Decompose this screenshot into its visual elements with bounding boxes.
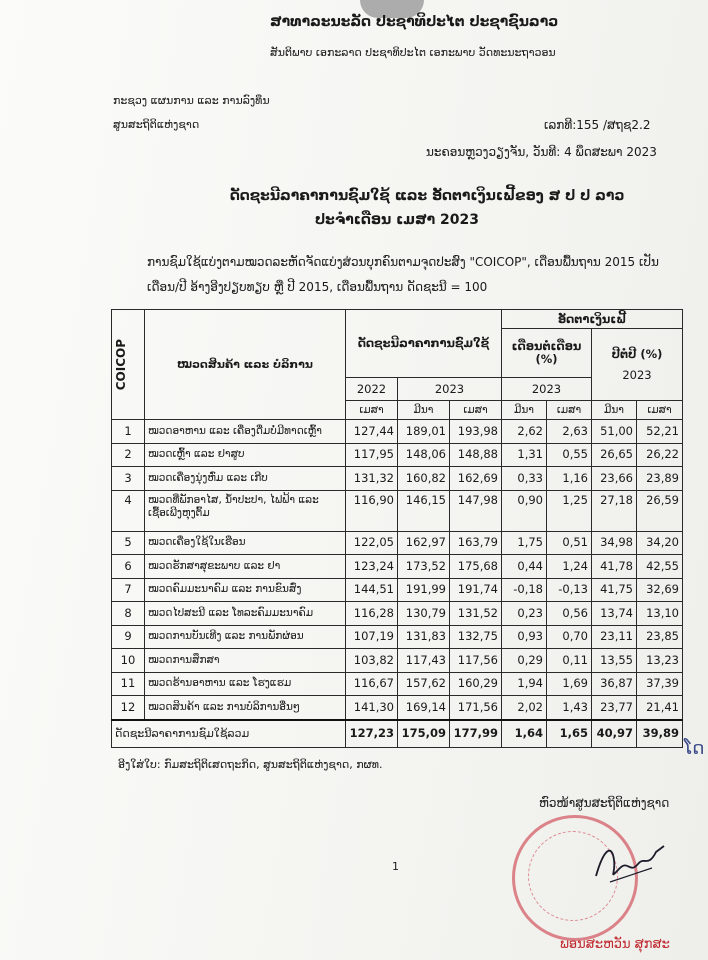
row-yoy-apr: 23,89: [637, 467, 683, 491]
yoy-month-mar: ມີນາ: [592, 401, 637, 420]
row-yoy-mar: 23,77: [592, 696, 637, 720]
ministry-name: ກະຊວງ ແຜນການ ແລະ ການລົງທຶນ: [113, 94, 270, 107]
national-motto: ສັນຕິພາບ ເອກະລາດ ປະຊາທິປະໄຕ ເອກະພາບ ວັດທະນະຖາວອນ: [270, 46, 556, 59]
total-yoy-apr: 39,89: [637, 720, 683, 748]
row-yoy-mar: 41,78: [592, 555, 637, 579]
row-apr22: 122,05: [346, 531, 398, 555]
row-group-name: ໝວດໄປສະນີ ແລະ ໂທລະຄົມມະນາຄົມ: [145, 602, 346, 626]
row-yoy-apr: 32,69: [637, 578, 683, 602]
row-group-name: ໝວດອາຫານ ແລະ ເຄື່ອງດື່ມບໍ່ມີທາດເຫຼົ້າ: [145, 420, 346, 444]
mom-month-mar: ມີນາ: [502, 401, 547, 420]
row-group-name: ໝວດຄົມມະນາຄົມ ແລະ ການຂົນສົ່ງ: [145, 578, 346, 602]
row-group-name: ໝວດການບັນເທີງ ແລະ ການພັກຜ່ອນ: [145, 625, 346, 649]
row-mar23: 173,52: [398, 555, 450, 579]
row-apr23: 171,56: [450, 696, 502, 720]
total-mar23: 175,09: [398, 720, 450, 748]
row-apr22: 141,30: [346, 696, 398, 720]
total-apr23: 177,99: [450, 720, 502, 748]
total-mom-apr: 1,65: [547, 720, 592, 748]
row-apr22: 116,90: [346, 490, 398, 531]
bureau-name: ສູນສະຖິຕິແຫ່ງຊາດ: [113, 118, 200, 131]
row-code: 9: [112, 625, 145, 649]
row-mom-apr: -0,13: [547, 578, 592, 602]
row-mom-apr: 1,69: [547, 672, 592, 696]
document-date: ນະຄອນຫຼວງວຽງຈັນ, ວັນທີ: 4 ພຶດສະພາ 2023: [426, 145, 657, 159]
row-apr23: 117,56: [450, 649, 502, 673]
row-code: 3: [112, 467, 145, 491]
table-row: [112, 420, 683, 444]
row-mar23: 146,15: [398, 490, 450, 531]
row-mom-mar: 1,75: [502, 531, 547, 555]
year-2022-header: 2022: [346, 378, 398, 401]
table-row: [112, 467, 683, 491]
source-note: ອີງໃສ່ໃບ: ກົມສະຖິຕິເສດຖະກິດ, ສູນສະຖິຕິແຫ່ງຊາດ, ກຜທ.: [118, 758, 383, 771]
signer-name: ພອນສະຫວັນ ສຸກສະ: [560, 937, 670, 952]
intro-text-line-2: ເດືອນ/ປີ ອ້າງອີງປຽບທຽບ ຫຼື ປີ 2015, ເດືອນພື້ນຖານ ດັດຊະນີ = 100: [147, 280, 488, 294]
row-yoy-apr: 42,55: [637, 555, 683, 579]
row-mar23: 160,82: [398, 467, 450, 491]
document-subtitle: ປະຈຳເດືອນ ເມສາ 2023: [315, 212, 479, 228]
total-row: [112, 720, 683, 748]
row-group-name: ໝວດເຫຼົ້າ ແລະ ຢາສູບ: [145, 443, 346, 467]
group-header: ໝວດສິນຄ້າ ແລະ ບໍລິການ: [145, 310, 346, 420]
row-mom-mar: 2,62: [502, 420, 547, 444]
row-mar23: 148,06: [398, 443, 450, 467]
yoy-month-apr: ເມສາ: [637, 401, 683, 420]
inflation-header: ອັດຕາເງິນເຟີ້: [502, 310, 683, 329]
row-code: 5: [112, 531, 145, 555]
row-mar23: 117,43: [398, 649, 450, 673]
row-yoy-apr: 13,23: [637, 649, 683, 673]
table-row: [112, 625, 683, 649]
row-mom-apr: 1,24: [547, 555, 592, 579]
row-mar23: 189,01: [398, 420, 450, 444]
total-mom-mar: 1,64: [502, 720, 547, 748]
row-apr22: 127,44: [346, 420, 398, 444]
row-mar23: 162,97: [398, 531, 450, 555]
row-yoy-mar: 13,55: [592, 649, 637, 673]
row-apr23: 163,79: [450, 531, 502, 555]
row-apr22: 144,51: [346, 578, 398, 602]
row-apr23: 162,69: [450, 467, 502, 491]
table-row: [112, 555, 683, 579]
row-apr22: 123,24: [346, 555, 398, 579]
row-yoy-mar: 23,11: [592, 625, 637, 649]
row-apr23: 131,52: [450, 602, 502, 626]
table-row: [112, 672, 683, 696]
row-yoy-apr: 26,59: [637, 490, 683, 531]
row-yoy-mar: 26,65: [592, 443, 637, 467]
row-yoy-mar: 27,18: [592, 490, 637, 531]
row-group-name: ໝວດເຄື່ອງນຸ່ງຫົ່ມ ແລະ ເກີບ: [145, 467, 346, 491]
row-apr23: 175,68: [450, 555, 502, 579]
row-mar23: 169,14: [398, 696, 450, 720]
row-mar23: 157,62: [398, 672, 450, 696]
row-mom-mar: 0,90: [502, 490, 547, 531]
row-mom-mar: 0,33: [502, 467, 547, 491]
row-apr23: 147,98: [450, 490, 502, 531]
intro-text-line-1: ການຊົມໃຊ້ແບ່ງຕາມໝວດລະຫັດຈັດແບ່ງສ່ວນບຸກຄົນຕາມຈຸດປະສົງ "COICOP", ເດືອນພື້ນຖານ 2015 ເປັນ: [147, 255, 659, 269]
yoy-header-label: ປີຕໍ່ປີ (%): [611, 346, 663, 361]
row-yoy-apr: 21,41: [637, 696, 683, 720]
cpi-table: [111, 309, 683, 748]
row-mom-apr: 0,11: [547, 649, 592, 673]
table-row: [112, 602, 683, 626]
row-code: 7: [112, 578, 145, 602]
row-mom-mar: 0,23: [502, 602, 547, 626]
month-apr-2023: ເມສາ: [450, 401, 502, 420]
handwritten-signature-icon: [590, 838, 670, 888]
row-mom-apr: 2,63: [547, 420, 592, 444]
row-yoy-apr: 26,22: [637, 443, 683, 467]
header-row-1: [112, 310, 683, 329]
row-code: 11: [112, 672, 145, 696]
row-yoy-mar: 23,66: [592, 467, 637, 491]
month-apr-2022: ເມສາ: [346, 401, 398, 420]
page-number: 1: [392, 860, 399, 873]
row-code: 1: [112, 420, 145, 444]
row-group-name: ໝວດທີ່ພັກອາໄສ, ນ້ຳປະປາ, ໄຟຟ້າ ແລະ ເຊື້ອເພີງຫຸງຕົ້ມ: [145, 490, 346, 531]
table-row: [112, 490, 683, 531]
row-apr22: 117,95: [346, 443, 398, 467]
row-code: 2: [112, 443, 145, 467]
cpi-header: ດັດຊະນີລາຄາການຊົມໃຊ້: [346, 310, 502, 378]
row-apr22: 107,19: [346, 625, 398, 649]
row-yoy-mar: 13,74: [592, 602, 637, 626]
row-yoy-apr: 13,10: [637, 602, 683, 626]
row-yoy-mar: 34,98: [592, 531, 637, 555]
row-mom-mar: 0,44: [502, 555, 547, 579]
yoy-header: [592, 329, 683, 401]
row-mom-apr: 0,56: [547, 602, 592, 626]
row-yoy-mar: 41,75: [592, 578, 637, 602]
table-row: [112, 649, 683, 673]
total-apr22: 127,23: [346, 720, 398, 748]
row-code: 4: [112, 490, 145, 531]
row-apr23: 160,29: [450, 672, 502, 696]
row-mom-mar: 0,29: [502, 649, 547, 673]
yoy-year: 2023: [622, 367, 652, 382]
coicop-header: COICOP: [112, 310, 145, 420]
mom-header: ເດືອນຕໍ່ເດືອນ (%): [502, 329, 592, 378]
row-yoy-apr: 37,39: [637, 672, 683, 696]
table-row: [112, 443, 683, 467]
row-code: 8: [112, 602, 145, 626]
row-code: 12: [112, 696, 145, 720]
row-mar23: 130,79: [398, 602, 450, 626]
mom-month-apr: ເມສາ: [547, 401, 592, 420]
row-group-name: ໝວດຮ້ານອາຫານ ແລະ ໂຮງແຮມ: [145, 672, 346, 696]
row-apr22: 131,32: [346, 467, 398, 491]
margin-handwritten-note: ໂດ: [684, 738, 705, 759]
row-yoy-apr: 23,85: [637, 625, 683, 649]
row-apr23: 132,75: [450, 625, 502, 649]
row-mom-apr: 0,51: [547, 531, 592, 555]
mom-year-header: 2023: [502, 378, 592, 401]
row-mom-apr: 1,25: [547, 490, 592, 531]
republic-heading: ສາທາລະນະລັດ ປະຊາທິປະໄຕ ປະຊາຊົນລາວ: [270, 14, 559, 30]
row-mom-apr: 1,43: [547, 696, 592, 720]
row-mom-apr: 0,55: [547, 443, 592, 467]
row-mom-mar: -0,18: [502, 578, 547, 602]
document-reference-number: ເລກທີ:155 /ສຖຊ2.2: [544, 118, 651, 132]
signatory-title: ຫົວໜ້າສູນສະຖິຕິແຫ່ງຊາດ: [539, 796, 670, 810]
row-apr23: 191,74: [450, 578, 502, 602]
total-label: ດັດຊະນີລາຄາການຊົມໃຊ້ລວມ: [112, 720, 346, 748]
row-mom-mar: 1,94: [502, 672, 547, 696]
row-apr22: 116,28: [346, 602, 398, 626]
row-mom-apr: 1,16: [547, 467, 592, 491]
row-code: 10: [112, 649, 145, 673]
row-mom-mar: 0,93: [502, 625, 547, 649]
table-row: [112, 531, 683, 555]
row-yoy-apr: 52,21: [637, 420, 683, 444]
year-2023-header: 2023: [398, 378, 502, 401]
row-group-name: ໝວດເຄື່ອງໃຊ້ໃນເຮືອນ: [145, 531, 346, 555]
table-row: [112, 578, 683, 602]
row-mar23: 131,83: [398, 625, 450, 649]
month-mar-2023: ມີນາ: [398, 401, 450, 420]
row-mom-mar: 1,31: [502, 443, 547, 467]
row-apr22: 103,82: [346, 649, 398, 673]
row-yoy-mar: 51,00: [592, 420, 637, 444]
row-code: 6: [112, 555, 145, 579]
row-apr23: 148,88: [450, 443, 502, 467]
row-group-name: ໝວດການສຶກສາ: [145, 649, 346, 673]
total-yoy-mar: 40,97: [592, 720, 637, 748]
row-mom-apr: 0,70: [547, 625, 592, 649]
table-row: [112, 696, 683, 720]
row-apr23: 193,98: [450, 420, 502, 444]
row-group-name: ໝວດສິນຄ້າ ແລະ ການບໍລິການອື່ນໆ: [145, 696, 346, 720]
row-yoy-mar: 36,87: [592, 672, 637, 696]
row-mar23: 191,99: [398, 578, 450, 602]
row-mom-mar: 2,02: [502, 696, 547, 720]
row-apr22: 116,67: [346, 672, 398, 696]
document-title: ດັດຊະນີລາຄາການຊົມໃຊ້ ແລະ ອັດຕາເງິນເຟີ້ຂອງ ສ ປ ປ ລາວ: [230, 188, 625, 204]
row-yoy-apr: 34,20: [637, 531, 683, 555]
row-group-name: ໝວດຮັກສາສຸຂະພາບ ແລະ ຢາ: [145, 555, 346, 579]
